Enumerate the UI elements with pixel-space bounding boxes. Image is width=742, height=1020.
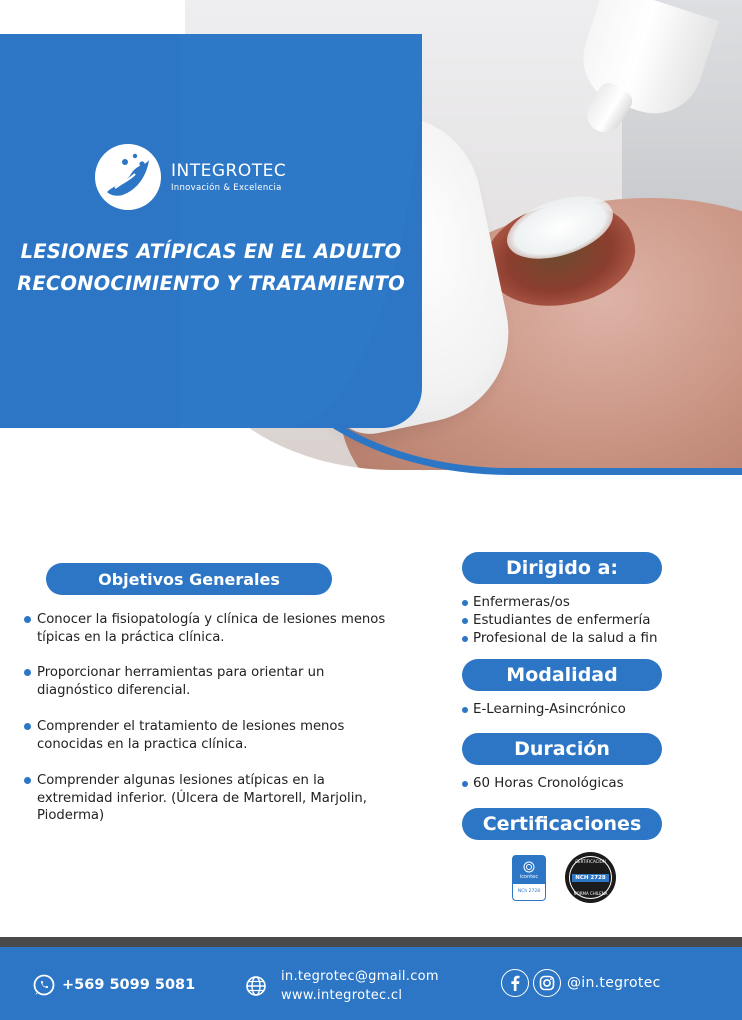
list-item: Proporcionar herramientas para orientar un diagnóstico diferencial.	[24, 664, 404, 699]
objectives-heading: Objetivos Generales	[46, 563, 332, 595]
whatsapp-icon	[32, 973, 56, 997]
brand-name: INTEGROTEC	[171, 161, 287, 181]
icontec-icon	[523, 861, 535, 873]
certifications-heading: Certificaciones	[462, 808, 662, 840]
list-item: Comprender el tratamiento de lesiones menos conocidas en la practica clínica.	[24, 718, 404, 753]
web-contact	[245, 967, 439, 1005]
audience-list	[462, 594, 657, 648]
email-link[interactable]: in.tegrotec@gmail.com	[281, 969, 439, 984]
duration-heading: Duración	[462, 733, 662, 765]
audience-heading: Dirigido a:	[462, 552, 662, 584]
page-title: LESIONES ATÍPICAS EN EL ADULTO	[20, 240, 402, 263]
facebook-icon[interactable]	[501, 969, 529, 997]
social-handle[interactable]: @in.tegrotec	[567, 975, 661, 991]
integrotec-logo-icon	[95, 144, 161, 210]
list-item: Conocer la fisiopatología y clínica de lesiones menos típicas en la práctica clínica.	[24, 611, 404, 646]
page-subtitle: RECONOCIMIENTO Y TRATAMIENTO	[17, 272, 405, 295]
list-item: 60 Horas Cronológicas	[462, 775, 624, 793]
footer-divider	[0, 937, 742, 947]
nch-2728-seal: CERTIFICACIÓN NCH 2728 NORMA CHILENA	[565, 852, 616, 903]
phone-number: +569 5099 5081	[62, 977, 196, 993]
icontec-certification-badge: icontec NCh 2728	[512, 855, 546, 901]
list-item: Enfermeras/os	[462, 594, 657, 612]
website-link[interactable]: www.integrotec.cl	[281, 988, 403, 1003]
list-item: E-Learning-Asincrónico	[462, 701, 626, 719]
social-contact	[501, 969, 661, 997]
phone-contact[interactable]	[32, 973, 195, 997]
instagram-icon[interactable]	[533, 969, 561, 997]
globe-icon	[245, 975, 267, 997]
footer	[0, 947, 742, 1020]
brand-tagline: Innovación & Excelencia	[171, 183, 282, 193]
modality-list	[462, 701, 626, 719]
list-item: Estudiantes de enfermería	[462, 612, 657, 630]
modality-heading: Modalidad	[462, 659, 662, 691]
hero-banner	[0, 0, 742, 475]
objectives-list	[24, 611, 404, 844]
list-item: Profesional de la salud a fin	[462, 630, 657, 648]
list-item: Comprender algunas lesiones atípicas en la extremidad inferior. (Úlcera de Martorell, Marjolin, Pioderma)	[24, 772, 404, 825]
duration-list	[462, 775, 624, 793]
brand-logo	[95, 144, 286, 210]
